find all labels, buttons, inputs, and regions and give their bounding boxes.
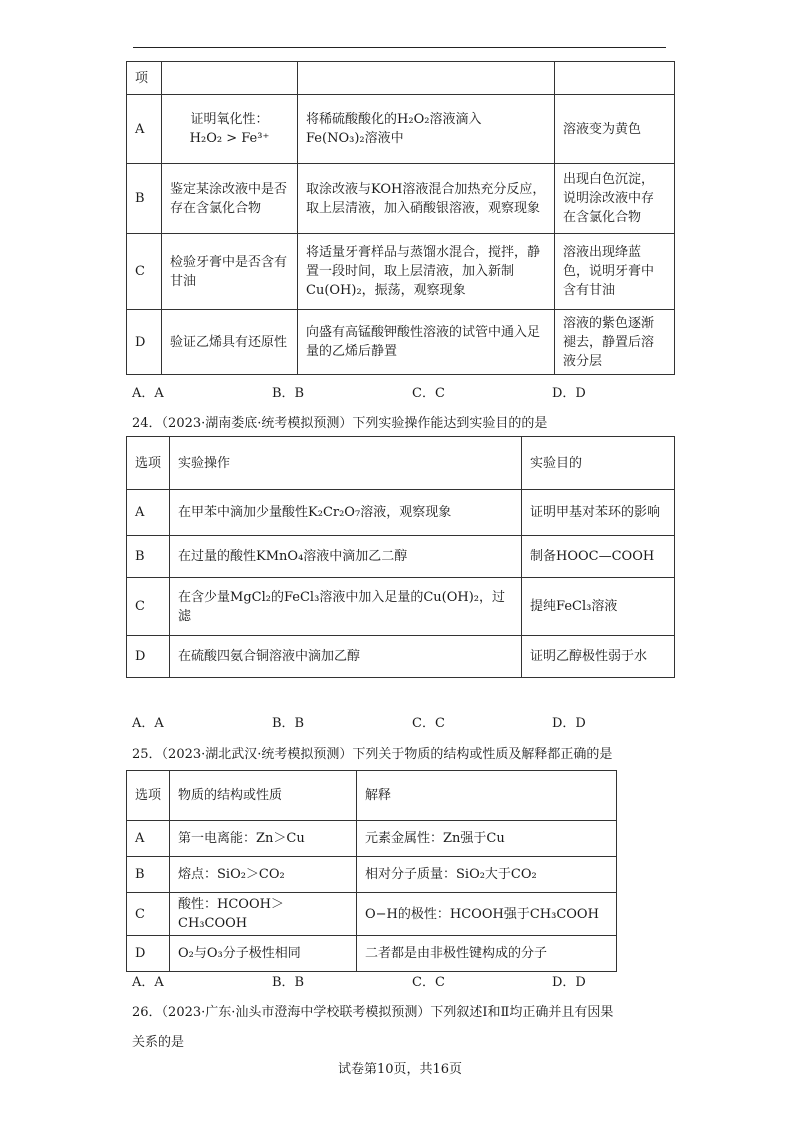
q24-options (132, 712, 692, 730)
purpose-cell: 验证乙烯具有还原性 (162, 310, 298, 375)
row-label: D (127, 936, 170, 972)
option-a[interactable]: A．A (132, 975, 164, 990)
header-cell: 选项 (127, 771, 170, 821)
table-row (127, 95, 675, 164)
method-cell: 取涂改液与KOH溶液混合加热充分反应，取上层清液，加入硝酸银溶液，观察现象 (298, 164, 555, 234)
method-cell: 将稀硫酸酸化的H₂O₂溶液滴入 Fe(NO₃)₂溶液中 (298, 95, 555, 164)
option-b[interactable]: B．B (272, 716, 305, 731)
header-cell: 选项 (127, 437, 170, 490)
purpose-cell: 证明氧化性： H₂O₂ > Fe³⁺ (162, 95, 298, 164)
goal-cell: 证明乙醇极性弱于水 (522, 636, 675, 678)
operation-cell: 在甲苯中滴加少量酸性K₂Cr₂O₇溶液，观察现象 (170, 490, 522, 536)
option-c[interactable]: C．C (412, 975, 445, 990)
q23-table (126, 61, 675, 375)
option-b[interactable]: B．B (272, 975, 305, 990)
table-row (127, 536, 675, 578)
property-cell: 酸性：HCOOH＞CH₃COOH (170, 893, 357, 936)
table-row (127, 62, 675, 95)
table-row (127, 164, 675, 234)
option-a[interactable]: A．A (132, 716, 164, 731)
explanation-cell: 相对分子质量：SiO₂大于CO₂ (357, 857, 617, 893)
option-a[interactable]: A．A (132, 386, 164, 401)
table-row (127, 636, 675, 678)
table-row (127, 490, 675, 536)
method-cell: 向盛有高锰酸钾酸性溶液的试管中通入足量的乙烯后静置 (298, 310, 555, 375)
q26-stem-line1: 26．（2023·广东·汕头市澄海中学校联考模拟预测）下列叙述Ⅰ和Ⅱ均正确并且有因果 (132, 1005, 614, 1020)
property-cell: O₂与O₃分子极性相同 (170, 936, 357, 972)
property-cell: 熔点：SiO₂＞CO₂ (170, 857, 357, 893)
goal-cell: 证明甲基对苯环的影响 (522, 490, 675, 536)
option-d[interactable]: D．D (552, 386, 586, 401)
explanation-cell: O−H的极性：HCOOH强于CH₃COOH (357, 893, 617, 936)
result-cell: 出现白色沉淀，说明涂改液中存在含氯化合物 (555, 164, 675, 234)
operation-cell: 在过量的酸性KMnO₄溶液中滴加乙二醇 (170, 536, 522, 578)
table-row (127, 821, 617, 857)
q24-table (126, 436, 675, 678)
row-label: B (127, 857, 170, 893)
header-cell: 实验操作 (170, 437, 522, 490)
table-row (127, 578, 675, 636)
method-cell: 将适量牙膏样品与蒸馏水混合，搅拌，静置一段时间，取上层清液，加入新制Cu(OH)₂，振荡，观察现象 (298, 234, 555, 310)
option-d[interactable]: D．D (552, 716, 586, 731)
table-row (127, 310, 675, 375)
purpose-cell: 鉴定某涂改液中是否存在含氯化合物 (162, 164, 298, 234)
result-cell: 溶液的紫色逐渐褪去，静置后溶液分层 (555, 310, 675, 375)
row-label: C (127, 234, 162, 310)
option-b[interactable]: B．B (272, 386, 305, 401)
property-cell: 第一电离能：Zn＞Cu (170, 821, 357, 857)
explanation-cell: 元素金属性：Zn强于Cu (357, 821, 617, 857)
table-row (127, 857, 617, 893)
q23-options (132, 382, 692, 400)
result-cell: 溶液变为黄色 (555, 95, 675, 164)
operation-cell: 在硫酸四氨合铜溶液中滴加乙醇 (170, 636, 522, 678)
table-row (127, 893, 617, 936)
purpose-cell: 检验牙膏中是否含有甘油 (162, 234, 298, 310)
q25-options (132, 971, 692, 989)
option-d[interactable]: D．D (552, 975, 586, 990)
row-label: B (127, 536, 170, 578)
page-footer: 试卷第10页，共16页 (337, 1062, 463, 1077)
row-label: A (127, 821, 170, 857)
row-label: D (127, 636, 170, 678)
row-label: C (127, 893, 170, 936)
explanation-cell: 二者都是由非极性键构成的分子 (357, 936, 617, 972)
result-cell: 溶液出现绛蓝色，说明牙膏中含有甘油 (555, 234, 675, 310)
goal-cell: 制备HOOC—COOH (522, 536, 675, 578)
table-row (127, 771, 617, 821)
q24-stem: 24．（2023·湖南娄底·统考模拟预测）下列实验操作能达到实验目的的是 (132, 416, 548, 431)
goal-cell: 提纯FeCl₃溶液 (522, 578, 675, 636)
table-row (127, 936, 617, 972)
operation-cell: 在含少量MgCl₂的FeCl₃溶液中加入足量的Cu(OH)₂，过滤 (170, 578, 522, 636)
row-label: A (127, 95, 162, 164)
table-row (127, 234, 675, 310)
row-label: D (127, 310, 162, 375)
row-label: A (127, 490, 170, 536)
header-cell: 项 (127, 62, 162, 95)
header-cell: 解释 (357, 771, 617, 821)
q26-stem-line2: 关系的是 (132, 1035, 185, 1050)
row-label: B (127, 164, 162, 234)
header-cell: 物质的结构或性质 (170, 771, 357, 821)
table-row (127, 437, 675, 490)
header-rule (133, 47, 666, 48)
option-c[interactable]: C．C (412, 716, 445, 731)
q25-table (126, 770, 617, 972)
option-c[interactable]: C．C (412, 386, 445, 401)
header-cell: 实验目的 (522, 437, 675, 490)
q25-stem: 25．（2023·湖北武汉·统考模拟预测）下列关于物质的结构或性质及解释都正确的是 (132, 747, 613, 762)
row-label: C (127, 578, 170, 636)
